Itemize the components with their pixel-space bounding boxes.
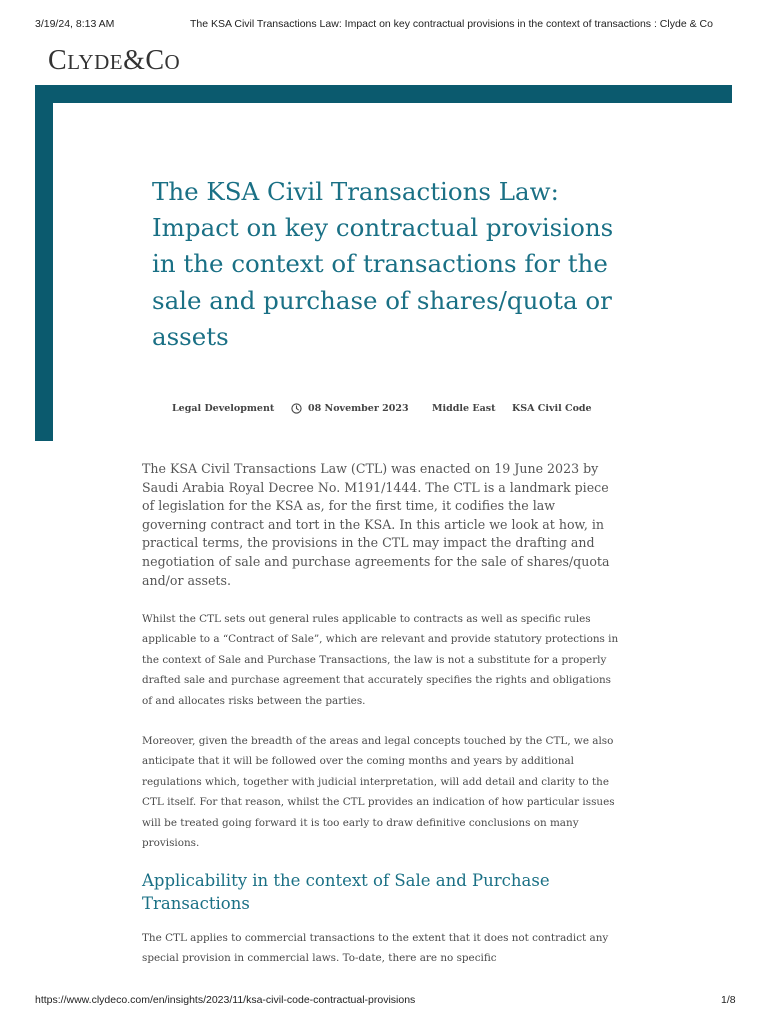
body-paragraph: Moreover, given the breadth of the areas and legal concepts touched by the CTL, we also anticipate that it will be followed over the coming months and years by additional regulations which, together with judicial interpretation, will add detail and clarity to the CTL itself. For that reason, whilst the CTL provides an indication of how particular issues will be treated going forward it is too early to draw definitive conclusions on many provisions. — [142, 735, 615, 850]
meta-article-type[interactable]: Legal Development — [172, 403, 275, 414]
print-timestamp: 3/19/24, 8:13 AM — [35, 18, 115, 30]
meta-date: 08 November 2023 — [308, 403, 409, 414]
section-heading: Applicability in the context of Sale and Purchase Transactions — [142, 871, 550, 913]
logo-letter-c: C — [48, 45, 68, 76]
logo-ampersand: & — [123, 45, 146, 76]
hero-frame-top-bar — [35, 85, 732, 103]
article-title: The KSA Civil Transactions Law: Impact on key contractual provisions in the context of transactions for the sale and purchase of shares/quota or assets — [152, 177, 614, 351]
clock-icon — [291, 403, 302, 414]
body-paragraph: Whilst the CTL sets out general rules applicable to contracts as well as specific rules applicable to a “Contract of Sale”, which are relevant and provide statutory protections in the context of Sale and Purchase Transactions, the law is not a substitute for a properly drafted sale and purchase agreement that accurately specifies the rights and obligations of and allocates risks between the parties. — [142, 613, 619, 707]
print-url[interactable]: https://www.clydeco.com/en/insights/2023/11/ksa-civil-code-contractual-provisions — [35, 994, 416, 1006]
meta-region[interactable]: Middle East — [432, 403, 496, 414]
section-paragraph: The CTL applies to commercial transactions to the extent that it does not contradict any special provision in commercial laws. To-date, there are no specific — [142, 932, 609, 965]
clyde-co-logo[interactable] — [48, 44, 180, 79]
print-page-number: 1/8 — [721, 994, 736, 1006]
print-footer — [0, 994, 768, 1008]
print-page-title: The KSA Civil Transactions Law: Impact on key contractual provisions in the context of transactions : Clyde & Co — [190, 18, 713, 30]
logo-letters-lyde: LYDE — [67, 50, 124, 74]
hero-frame-left-bar — [35, 85, 53, 441]
logo-letter-o: O — [164, 50, 181, 74]
meta-topic[interactable]: KSA Civil Code — [512, 403, 592, 414]
intro-paragraph: The KSA Civil Transactions Law (CTL) was enacted on 19 June 2023 by Saudi Arabia Royal Decree No. M191/1444. The CTL is a landmark piece of legislation for the KSA as, for the first time, it codifies the law governing contract and tort in the KSA. In this article we look at how, in practical terms, the provisions in the CTL may impact the drafting and negotiation of sale and purchase agreements for the sale of shares/quota and/or assets. — [142, 461, 610, 588]
print-header — [0, 18, 768, 32]
logo-letter-c2: C — [145, 45, 165, 76]
